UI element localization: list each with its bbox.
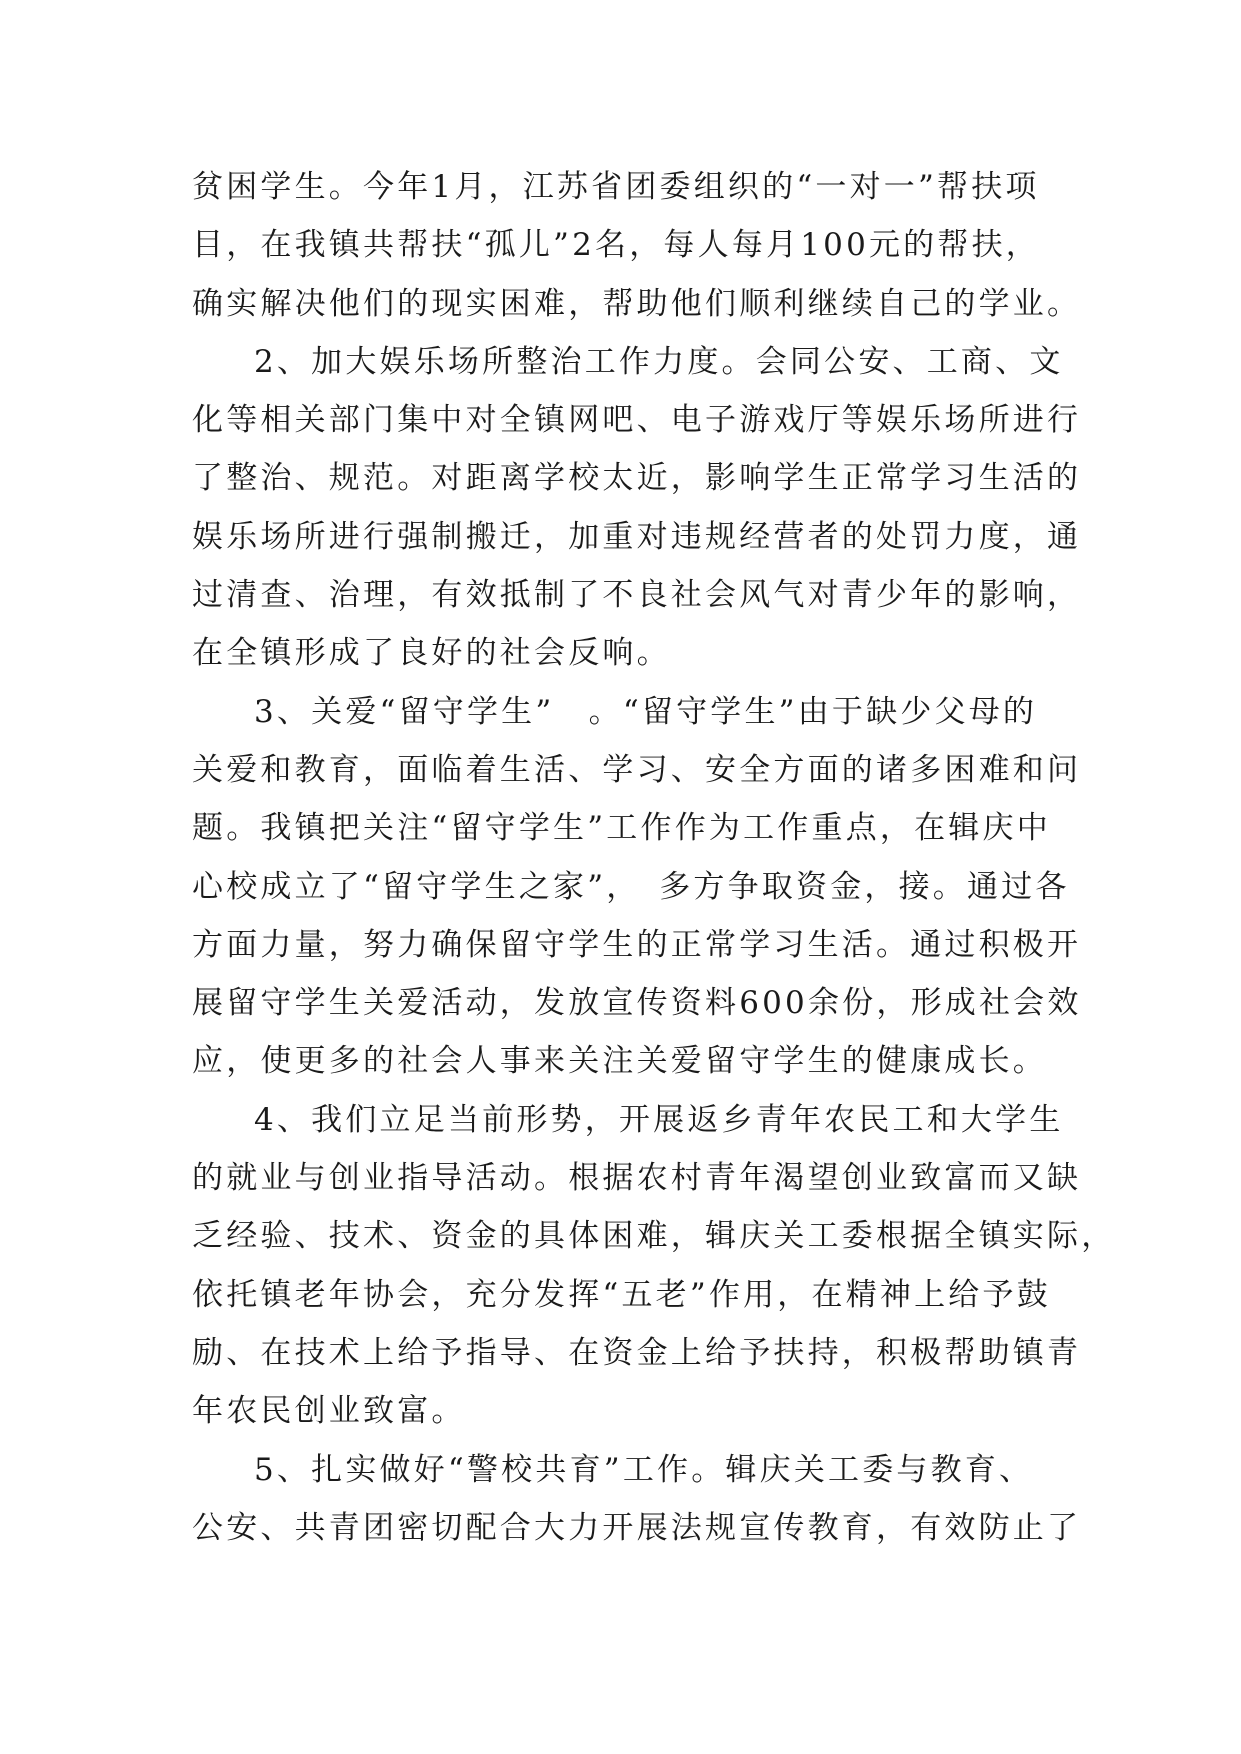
text-line: 在全镇形成了良好的社会反响。 [192, 635, 671, 672]
text-line: 5、扎实做好“警校共育”工作。辑庆关工委与教育、 [254, 1451, 1034, 1488]
body-text [192, 158, 1116, 1557]
text-line: 化等相关部门集中对全镇网吧、电子游戏厅等娱乐场所进行 [192, 402, 1082, 439]
text-line: 题。我镇把关注“留守学生”工作作为工作重点，在辑庆中 [192, 810, 1051, 847]
text-line: 方面力量，努力确保留守学生的正常学习生活。通过积极开 [192, 926, 1082, 963]
text-line: 公安、共青团密切配合大力开展法规宣传教育，有效防止了 [192, 1509, 1082, 1546]
text-line: 了整治、规范。对距离学校太近，影响学生正常学习生活的 [192, 460, 1082, 497]
text-line: 贫困学生。今年1月，江苏省团委组织的“一对一”帮扶项 [192, 169, 1040, 205]
text-line: 娱乐场所进行强制搬迁，加重对违规经营者的处罚力度，通 [192, 518, 1082, 555]
text-line: 年农民创业致富。 [192, 1393, 466, 1430]
text-line: 关爱和教育，面临着生活、学习、安全方面的诸多困难和问 [192, 751, 1082, 788]
text-line: 3、关爱“留守学生” 。“留守学生”由于缺少父母的 [254, 693, 1038, 730]
text-line: 展留守学生关爱活动，发放宣传资料600余份，形成社会效 [192, 985, 1082, 1022]
text-line: 乏经验、技术、资金的具体困难，辑庆关工委根据全镇实际， [192, 1218, 1116, 1255]
text-line: 2、加大娱乐场所整治工作力度。会同公安、工商、文 [254, 343, 1064, 380]
text-line: 励、在技术上给予指导、在资金上给予扶持，积极帮助镇青 [192, 1334, 1082, 1371]
text-line: 过清查、治理，有效抵制了不良社会风气对青少年的影响， [192, 577, 1082, 614]
text-line: 应，使更多的社会人事来关注关爱留守学生的健康成长。 [192, 1043, 1047, 1080]
text-line: 心校成立了“留守学生之家”， 多方争取资金，接。通过各 [192, 868, 1070, 905]
text-line: 依托镇老年协会，充分发挥“五老”作用，在精神上给予鼓 [192, 1276, 1051, 1313]
text-line: 目，在我镇共帮扶“孤儿”2名，每人每月100元的帮扶， [192, 227, 1040, 264]
text-line: 的就业与创业指导活动。根据农村青年渴望创业致富而又缺 [192, 1160, 1082, 1197]
text-line: 确实解决他们的现实困难，帮助他们顺利继续自己的学业。 [192, 285, 1082, 322]
text-line: 4、我们立足当前形势，开展返乡青年农民工和大学生 [254, 1101, 1064, 1138]
